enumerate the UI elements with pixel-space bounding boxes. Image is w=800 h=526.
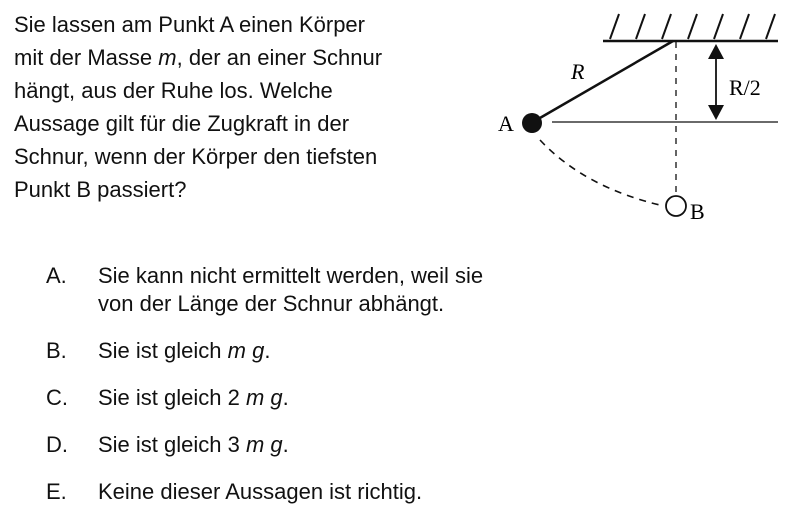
math-symbol: m g bbox=[245, 432, 283, 457]
math-symbol: m g bbox=[227, 338, 265, 363]
answer-letter: D. bbox=[46, 432, 68, 457]
answer-text-line: Sie ist gleich 3 m g. bbox=[98, 432, 289, 457]
string-line bbox=[533, 41, 673, 122]
question-line: Sie lassen am Punkt A einen Körper bbox=[14, 12, 365, 37]
answer-letter: C. bbox=[46, 385, 68, 410]
point-b-circle bbox=[666, 196, 686, 216]
answer-option bbox=[46, 337, 483, 365]
label-r: R bbox=[571, 59, 585, 84]
answer-letter: A. bbox=[46, 263, 67, 288]
question-line: mit der Masse m, der an einer Schnur bbox=[14, 45, 383, 70]
answer-list bbox=[46, 262, 483, 525]
answer-option bbox=[46, 478, 483, 506]
label-r-half: R/2 bbox=[729, 75, 761, 100]
question-line: Schnur, wenn der Körper den tiefsten bbox=[14, 144, 378, 169]
question-line: Punkt B passiert? bbox=[14, 177, 187, 202]
answer-text-line: Sie kann nicht ermittelt werden, weil sie bbox=[98, 263, 484, 288]
label-a: A bbox=[498, 111, 514, 136]
question-line: Aussage gilt für die Zugkraft in der bbox=[14, 111, 350, 136]
mass-at-a bbox=[522, 113, 542, 133]
answer-text-line: von der Länge der Schnur abhängt. bbox=[98, 291, 445, 316]
math-symbol: m g bbox=[245, 385, 283, 410]
question-line: hängt, aus der Ruhe los. Welche bbox=[14, 78, 333, 103]
swing-path bbox=[540, 140, 664, 206]
answer-text-line: Keine dieser Aussagen ist richtig. bbox=[98, 479, 423, 504]
answer-letter: E. bbox=[46, 479, 67, 504]
arrow-head-up bbox=[708, 44, 724, 59]
answer-text-line: Sie ist gleich m g. bbox=[98, 338, 271, 363]
answer-option bbox=[46, 384, 483, 412]
arrow-head-down bbox=[708, 105, 724, 120]
question-text bbox=[14, 8, 484, 206]
answer-option bbox=[46, 431, 483, 459]
ceiling-hatching bbox=[610, 14, 775, 39]
math-symbol: m bbox=[158, 45, 177, 70]
answer-option bbox=[46, 262, 483, 318]
answer-text-line: Sie ist gleich 2 m g. bbox=[98, 385, 289, 410]
label-b: B bbox=[690, 199, 705, 224]
answer-letter: B. bbox=[46, 338, 67, 363]
pendulum-diagram bbox=[480, 0, 800, 240]
